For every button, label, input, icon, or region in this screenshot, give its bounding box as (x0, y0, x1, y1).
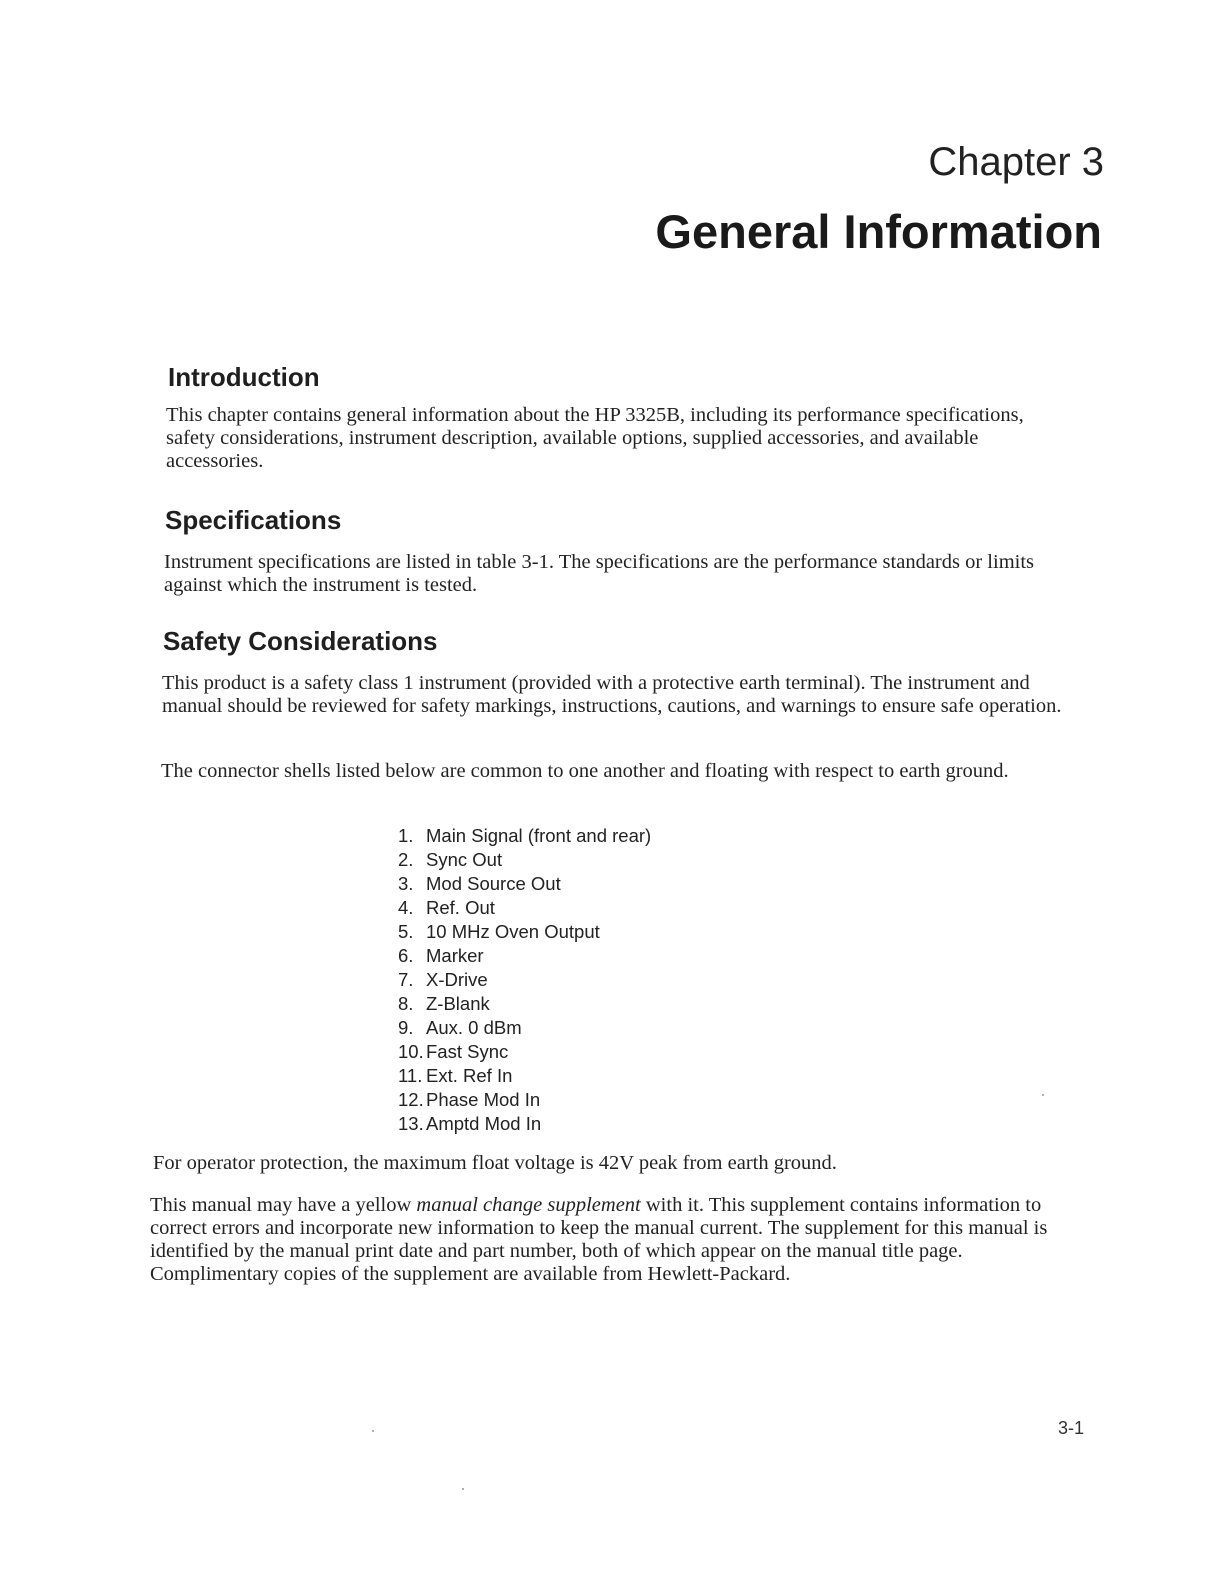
connector-number: 10. (398, 1041, 424, 1062)
connector-item (398, 872, 651, 896)
connector-item (398, 1040, 651, 1064)
connector-label: Mod Source Out (426, 873, 561, 894)
connector-list (398, 824, 651, 1136)
safety-paragraph-class: This product is a safety class 1 instrument (provided with a protective earth terminal). The instrument and manual should be reviewed for safety markings, instructions, cautions, and warnings to ensure safe operation. (162, 672, 1062, 717)
chapter-label: Chapter 3 (928, 140, 1104, 184)
connector-number: 13. (398, 1113, 424, 1134)
connector-item (398, 1088, 651, 1112)
scan-speck (462, 1488, 464, 1490)
connector-item (398, 992, 651, 1016)
connector-label: Main Signal (front and rear) (426, 825, 652, 846)
connector-label: Marker (426, 945, 484, 966)
scan-speck (1042, 1094, 1044, 1096)
connector-number: 9. (398, 1017, 414, 1038)
connector-label: Fast Sync (426, 1041, 509, 1062)
specifications-heading: Specifications (165, 505, 342, 535)
connector-item (398, 824, 651, 848)
supplement-text-end: with it. This supplement contains information to correct errors and incorporate new information to keep the manual current. The supplement for this manual is identified by the manual print date and part number, both of which appear on the manual title page. Complimentary copies of the supplement are available from Hewlett-Packard. (150, 1194, 1048, 1285)
connector-number: 7. (398, 969, 414, 990)
connector-item (398, 920, 651, 944)
connector-number: 6. (398, 945, 414, 966)
connector-number: 4. (398, 897, 414, 918)
introduction-paragraph: This chapter contains general information about the HP 3325B, including its performance specifications, safety considerations, instrument description, available options, supplied accessories, and available accessories. (166, 404, 1024, 472)
connector-item (398, 968, 651, 992)
connector-item (398, 1112, 651, 1136)
connector-number: 5. (398, 921, 414, 942)
connector-item (398, 944, 651, 968)
safety-paragraph-connectors: The connector shells listed below are common to one another and floating with respect to earth ground. (161, 760, 1009, 782)
connector-label: Ref. Out (426, 897, 495, 918)
connector-label: Sync Out (426, 849, 503, 870)
connector-number: 1. (398, 825, 414, 846)
connector-number: 3. (398, 873, 414, 894)
connector-item (398, 1016, 651, 1040)
connector-label: Aux. 0 dBm (426, 1017, 522, 1038)
specifications-paragraph: Instrument specifications are listed in table 3-1. The specifications are the performance standards or limits against which the instrument is tested. (164, 551, 1035, 596)
supplement-text-start: This manual may have a yellow (150, 1194, 417, 1216)
chapter-title: General Information (655, 205, 1102, 258)
supplement-emphasis: manual change supplement (416, 1194, 641, 1216)
connector-number: 11. (398, 1065, 423, 1086)
connector-number: 2. (398, 849, 414, 870)
connector-label: Phase Mod In (426, 1089, 541, 1110)
float-voltage-paragraph: For operator protection, the maximum float voltage is 42V peak from earth ground. (153, 1152, 837, 1174)
connector-label: Ext. Ref In (426, 1065, 513, 1086)
connector-item (398, 1064, 651, 1088)
connector-label: 10 MHz Oven Output (426, 921, 600, 942)
safety-heading: Safety Considerations (163, 626, 438, 656)
connector-item (398, 848, 651, 872)
supplement-paragraph (150, 1194, 1065, 1286)
connector-label: Amptd Mod In (426, 1113, 542, 1134)
introduction-heading: Introduction (168, 362, 320, 392)
connector-number: 12. (398, 1089, 424, 1110)
scan-speck (372, 1430, 374, 1432)
connector-label: Z-Blank (426, 993, 490, 1014)
connector-number: 8. (398, 993, 414, 1014)
connector-label: X-Drive (426, 969, 488, 990)
page-number: 3-1 (1057, 1418, 1084, 1438)
connector-item (398, 896, 651, 920)
